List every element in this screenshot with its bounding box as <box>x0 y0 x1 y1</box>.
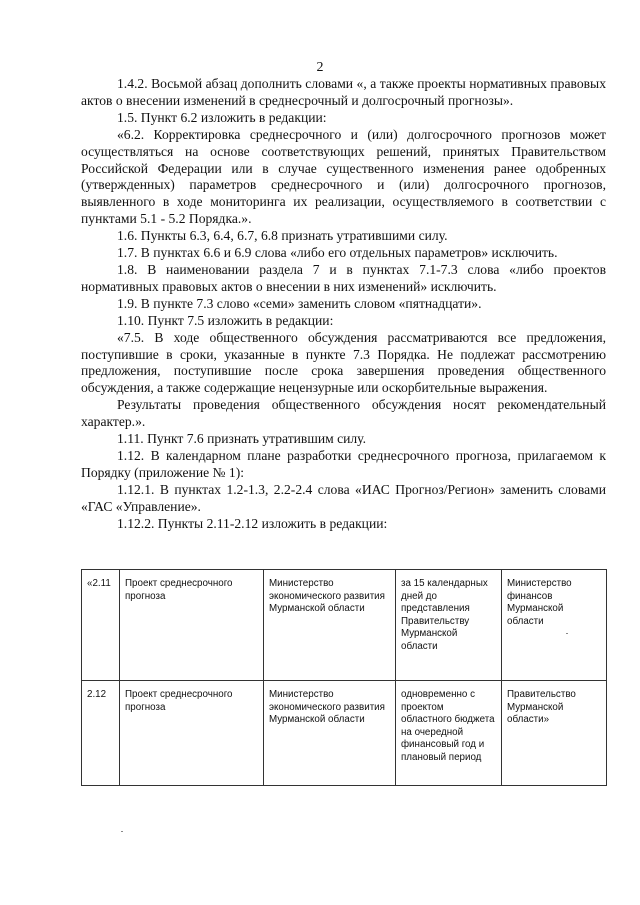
paragraph-1-12-2: 1.12.2. Пункты 2.11-2.12 изложить в редакции: <box>117 515 388 531</box>
paragraph-1-8: 1.8. В наименовании раздела 7 и в пунктах 7.1-7.3 слова «либо проектов нормативных правовых актов о внесении в них изменений» исключить. <box>81 261 606 294</box>
paragraph-1-6: 1.6. Пункты 6.3, 6.4, 6.7, 6.8 признать утратившими силу. <box>117 228 448 244</box>
scan-speck <box>121 831 123 832</box>
paragraph-1-12: 1.12. В календарном плане разработки среднесрочного прогноза, прилагаемом к Порядку (приложение № 1): <box>81 447 606 480</box>
table-row <box>82 570 607 681</box>
page-number: 2 <box>316 60 324 75</box>
table-row <box>82 681 607 786</box>
stage-cell: Проект среднесрочного прогноза <box>120 570 264 681</box>
document-body <box>81 76 606 532</box>
paragraph-1-7: 1.7. В пунктах 6.6 и 6.9 слова «либо его отдельных параметров» исключить. <box>117 245 558 261</box>
recipient-cell: Министерство финансов Мурманской области <box>502 570 607 681</box>
stage-cell: Проект среднесрочного прогноза <box>120 681 264 786</box>
paragraph-1-9: 1.9. В пункте 7.3 слово «семи» заменить словом «пятнадцати». <box>117 295 482 311</box>
paragraph-1-12-1: 1.12.1. В пунктах 1.2-1.3, 2.2-2.4 слова «ИАС Прогноз/Регион» заменить словами «ГАС «Управление». <box>81 481 606 514</box>
scan-speck <box>566 633 568 634</box>
paragraph-results: Результаты проведения общественного обсуждения носят рекомендательный характер.». <box>81 397 606 430</box>
row-number: 2.12 <box>82 681 120 786</box>
deadline-cell: за 15 календарных дней до представления Правительству Мурманской области <box>396 570 502 681</box>
recipient-cell: Правительство Мурманской области» <box>502 681 607 786</box>
paragraph-1-10: 1.10. Пункт 7.5 изложить в редакции: <box>117 312 334 328</box>
paragraph-quote-6-2: «6.2. Корректировка среднесрочного и (или) долгосрочного прогнозов может осуществляться на основе соответствующих решений, принятых Правительством Российской Федерации или в случае существенного изменения ранее одобренных (утвержденных) параметров среднесрочного и (или) долгосрочного прогнозов, выявленного в ходе мониторинга их реализации, осуществляемого в соответствии с пунктами 5.1 - 5.2 Порядка.». <box>81 126 606 227</box>
paragraph-1-4-2: 1.4.2. Восьмой абзац дополнить словами «, а также проекты нормативных правовых актов о внесении изменений в среднесрочный и долгосрочный прогнозы». <box>81 76 606 108</box>
responsible-cell: Министерство экономического развития Мурманской области <box>264 570 396 681</box>
row-number: «2.11 <box>82 570 120 681</box>
deadline-cell: одновременно с проектом областного бюджета на очередной финансовый год и плановый период <box>396 681 502 786</box>
paragraph-1-11: 1.11. Пункт 7.6 признать утратившим силу. <box>117 431 367 447</box>
responsible-cell: Министерство экономического развития Мурманской области <box>264 681 396 786</box>
paragraph-1-5: 1.5. Пункт 6.2 изложить в редакции: <box>117 109 327 125</box>
paragraph-quote-7-5: «7.5. В ходе общественного обсуждения рассматриваются все предложения, поступившие в сроки, указанные в пункте 7.3 Порядка. Не подлежат рассмотрению предложения, поступившие после срока завершения проведения общественного обсуждения, а также содержащие нецензурные или оскорбительные выражения. <box>81 329 606 396</box>
amendment-table <box>81 569 607 786</box>
